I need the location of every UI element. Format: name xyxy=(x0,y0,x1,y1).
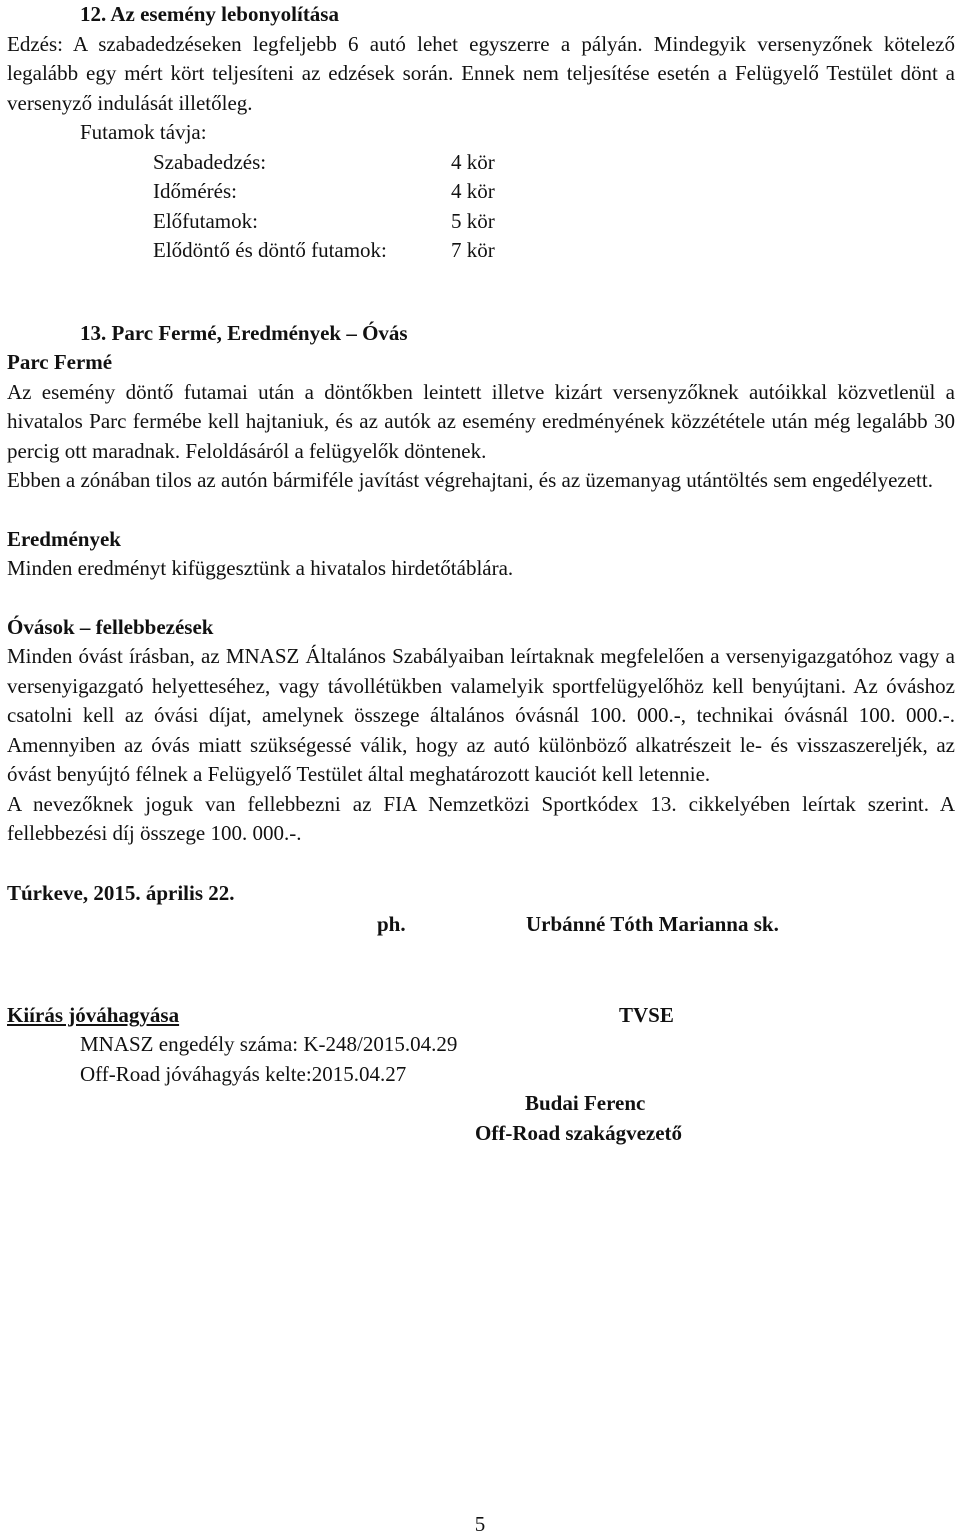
distance-row xyxy=(153,177,495,207)
distance-value: 7 kör xyxy=(451,238,495,262)
distance-label: Időmérés: xyxy=(153,179,237,203)
offroad-approval-date: Off-Road jóváhagyás kelte:2015.04.27 xyxy=(80,1061,407,1086)
protests-paragraph: Minden óvást írásban, az MNASZ Általános Szabályaiban leírtaknak megfelelően a versenyigazgatóhoz vagy a versenyigazgató helyetteséhez, vagy távollétükben valamelyik sportfelügyelőhöz kell benyújtani. Az óváshoz csatolni kell az óvási díjat, amelynek összege általános óvásnál 100. 000.-, technikai óvásnál 100. 000.-. Amennyiben az óvás miatt szükségessé válik, hogy az autó különböző alkatrészeit le- és visszaszereljék, az óvást benyújtó félnek a Felügyelő Testület által meghatározott kauciót kell letennie. xyxy=(7,644,955,786)
distance-value: 5 kör xyxy=(451,208,495,233)
seal-mark: ph. xyxy=(377,912,406,936)
parc-ferme-paragraph-2: Ebben a zónában tilos az autón bármiféle javítást végrehajtani, és az üzemanyag utántöltés sem engedélyezett. xyxy=(7,468,933,492)
distance-value: 4 kör xyxy=(451,149,495,174)
page-number: 5 xyxy=(474,1512,486,1536)
approver-role: Off-Road szakágvezető xyxy=(475,1120,683,1145)
approval-header xyxy=(7,1001,955,1031)
parc-ferme-title: Parc Fermé xyxy=(7,350,113,374)
section-13-heading: 13. Parc Fermé, Eredmények – Óvás xyxy=(80,320,408,345)
document-page xyxy=(7,0,955,1148)
signature-row xyxy=(7,910,955,940)
protests-title: Óvások – fellebbezések xyxy=(7,614,214,639)
section-12-heading: 12. Az esemény lebonyolítása xyxy=(80,2,339,26)
distance-row xyxy=(153,207,495,237)
place-date: Túrkeve, 2015. április 22. xyxy=(7,880,235,905)
distances-label: Futamok távja: xyxy=(80,120,207,144)
appeal-paragraph: A nevezőknek joguk van fellebbezni az FIA Nemzetközi Sportkódex 13. cikkelyében leírtak szerint. A fellebbezési díj összege 100. 000.-. xyxy=(7,791,955,845)
distance-label: Előfutamok: xyxy=(153,208,258,233)
race-distances-table xyxy=(153,148,495,266)
distance-row xyxy=(153,148,495,178)
results-title: Eredmények xyxy=(7,526,121,551)
distance-label: Szabadedzés: xyxy=(153,149,267,174)
parc-ferme-paragraph-1: Az esemény döntő futamai után a döntőkben leintett illetve kizárt versenyzőknek autóikkal közvetlenül a hivatalos Parc fermébe kell hajtaniuk, és az autók az esemény eredményének közzététele után még legalább 30 percig ott maradnak. Feloldásáról a felügyelők döntenek. xyxy=(7,379,955,463)
training-paragraph: Edzés: A szabadedzéseken legfeljebb 6 autó lehet egyszerre a pályán. Mindegyik versenyzőnek kötelező legalább egy mért kört teljesíteni az edzések során. Ennek nem teljesítése esetén a Felügyelő Testület dönt a versenyző indulását illetőleg. xyxy=(7,31,955,115)
organizer-name: TVSE xyxy=(619,1002,674,1027)
approval-title: Kiírás jóváhagyása xyxy=(7,1002,180,1027)
license-number: MNASZ engedély száma: K-248/2015.04.29 xyxy=(80,1032,458,1056)
distance-value: 4 kör xyxy=(451,179,495,203)
approver-name: Budai Ferenc xyxy=(525,1091,646,1115)
results-paragraph: Minden eredményt kifüggesztünk a hivatalos hirdetőtáblára. xyxy=(7,556,514,580)
signatory-name: Urbánné Tóth Marianna sk. xyxy=(526,912,779,936)
distance-row xyxy=(153,236,495,266)
distance-label: Elődöntő és döntő futamok: xyxy=(153,238,387,262)
